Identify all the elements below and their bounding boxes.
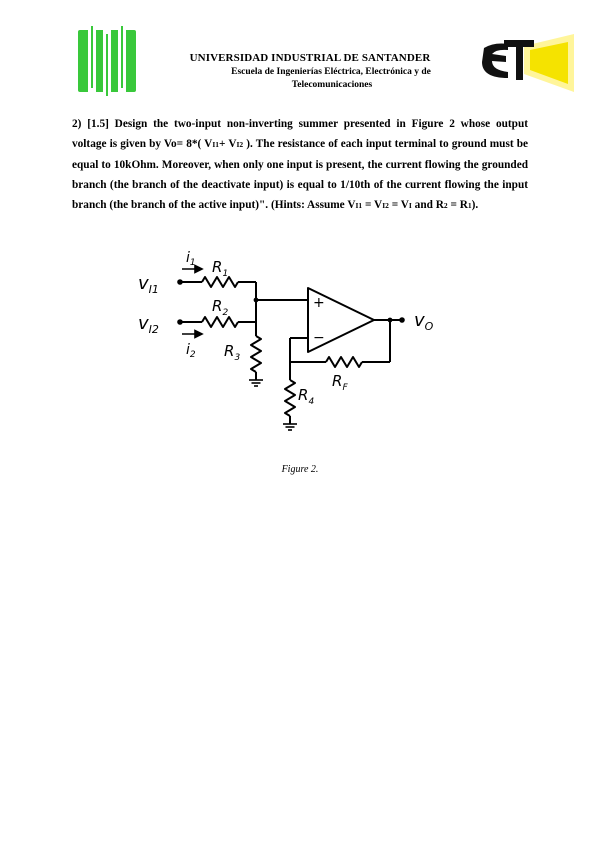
resistor-r2 — [202, 317, 238, 327]
subscript-vi2: I2 — [236, 140, 244, 149]
label-vo-sub: O — [424, 320, 434, 333]
ground-symbol-r3 — [249, 380, 263, 386]
label-vi1-sub: I1 — [148, 283, 159, 296]
svg-text:vI1 — [138, 273, 159, 296]
svg-text:i1 — [186, 250, 196, 268]
label-r2-sub: 2 — [222, 308, 229, 318]
label-rf-sub: F — [342, 383, 348, 393]
svg-text:i2 — [186, 342, 196, 360]
hint-sub-2: 2 — [443, 201, 448, 210]
subscript-vi1: I1 — [212, 140, 219, 149]
hint-end: ). — [471, 199, 479, 211]
problem-text-intro: 2) [1.5] Design the two-input non-inverting summer presented in Figure 2 whose output voltage is given by Vo= 8*( V — [72, 118, 528, 150]
label-r1: R — [212, 258, 223, 276]
junction-output — [388, 318, 393, 323]
hint-sub-i1: I1 — [355, 201, 363, 210]
problem-text-body: ). The resistance of each input terminal to ground must be equal to 10kOhm. Moreover, when only one input is present, the current flowing the grounded branch (the branch of the deactivate input) is equal to 1/10th of the current flowing the input branch (the branch of the active input)". (Hints: Assume — [72, 138, 528, 211]
label-vi1: v — [138, 273, 149, 294]
label-i2: i — [186, 342, 190, 358]
hint-sub-i: I — [408, 201, 412, 210]
university-name: UNIVERSIDAD INDUSTRIAL DE SANTANDER — [189, 52, 431, 64]
resistor-rf — [326, 357, 362, 367]
svg-text:R4 — [298, 386, 314, 407]
resistor-r3 — [251, 336, 261, 372]
problem-statement — [72, 114, 528, 216]
terminal-vi2 — [177, 319, 183, 325]
label-r1-sub: 1 — [222, 269, 229, 279]
label-i2-sub: 2 — [189, 350, 196, 360]
terminal-vi1 — [177, 279, 183, 285]
opamp-plus: + — [313, 295, 325, 311]
terminal-vo — [399, 317, 405, 323]
resistor-r4 — [285, 380, 295, 416]
et-logo — [478, 34, 574, 92]
opamp-minus: − — [313, 330, 325, 346]
problem-text-plus: + V — [219, 138, 237, 150]
svg-text:vI2 — [138, 313, 159, 336]
svg-text:R2 — [212, 297, 228, 318]
svg-text:vO — [414, 310, 434, 333]
hint-sub-i2: I2 — [382, 201, 389, 210]
hint-sub-1: 1 — [467, 201, 472, 210]
document-header — [140, 52, 480, 90]
figure-caption: Figure 2. — [281, 464, 319, 475]
hint-and: and R — [411, 199, 444, 211]
junction-node — [254, 298, 259, 303]
label-r2: R — [212, 297, 223, 315]
hint-eq2: = V — [388, 199, 409, 211]
label-r3: R — [224, 342, 235, 360]
resistor-r1 — [202, 277, 238, 287]
summer-circuit-diagram — [132, 248, 450, 438]
label-r4: R — [298, 386, 309, 404]
label-i1-sub: 1 — [189, 258, 196, 268]
hint-eq3: = R — [447, 199, 468, 211]
label-r3-sub: 3 — [234, 353, 241, 363]
hint-v1: V — [347, 199, 356, 211]
label-vi2-sub: I2 — [148, 323, 159, 336]
label-vi2: v — [138, 313, 149, 334]
label-rf: R — [332, 372, 343, 390]
svg-text:RF — [332, 372, 348, 393]
svg-text:R3 — [224, 342, 240, 363]
label-r4-sub: 4 — [308, 397, 315, 407]
label-i1: i — [186, 250, 190, 266]
hint-eq1: = V — [362, 199, 383, 211]
school-name: Escuela de Ingenierías Eléctrica, Electrónica y de — [231, 67, 431, 77]
uis-logo — [78, 22, 136, 100]
department-name: Telecomunicaciones — [291, 80, 373, 90]
label-vo: v — [414, 310, 425, 331]
svg-text:R1 — [212, 258, 228, 279]
ground-symbol-r4 — [283, 424, 297, 430]
